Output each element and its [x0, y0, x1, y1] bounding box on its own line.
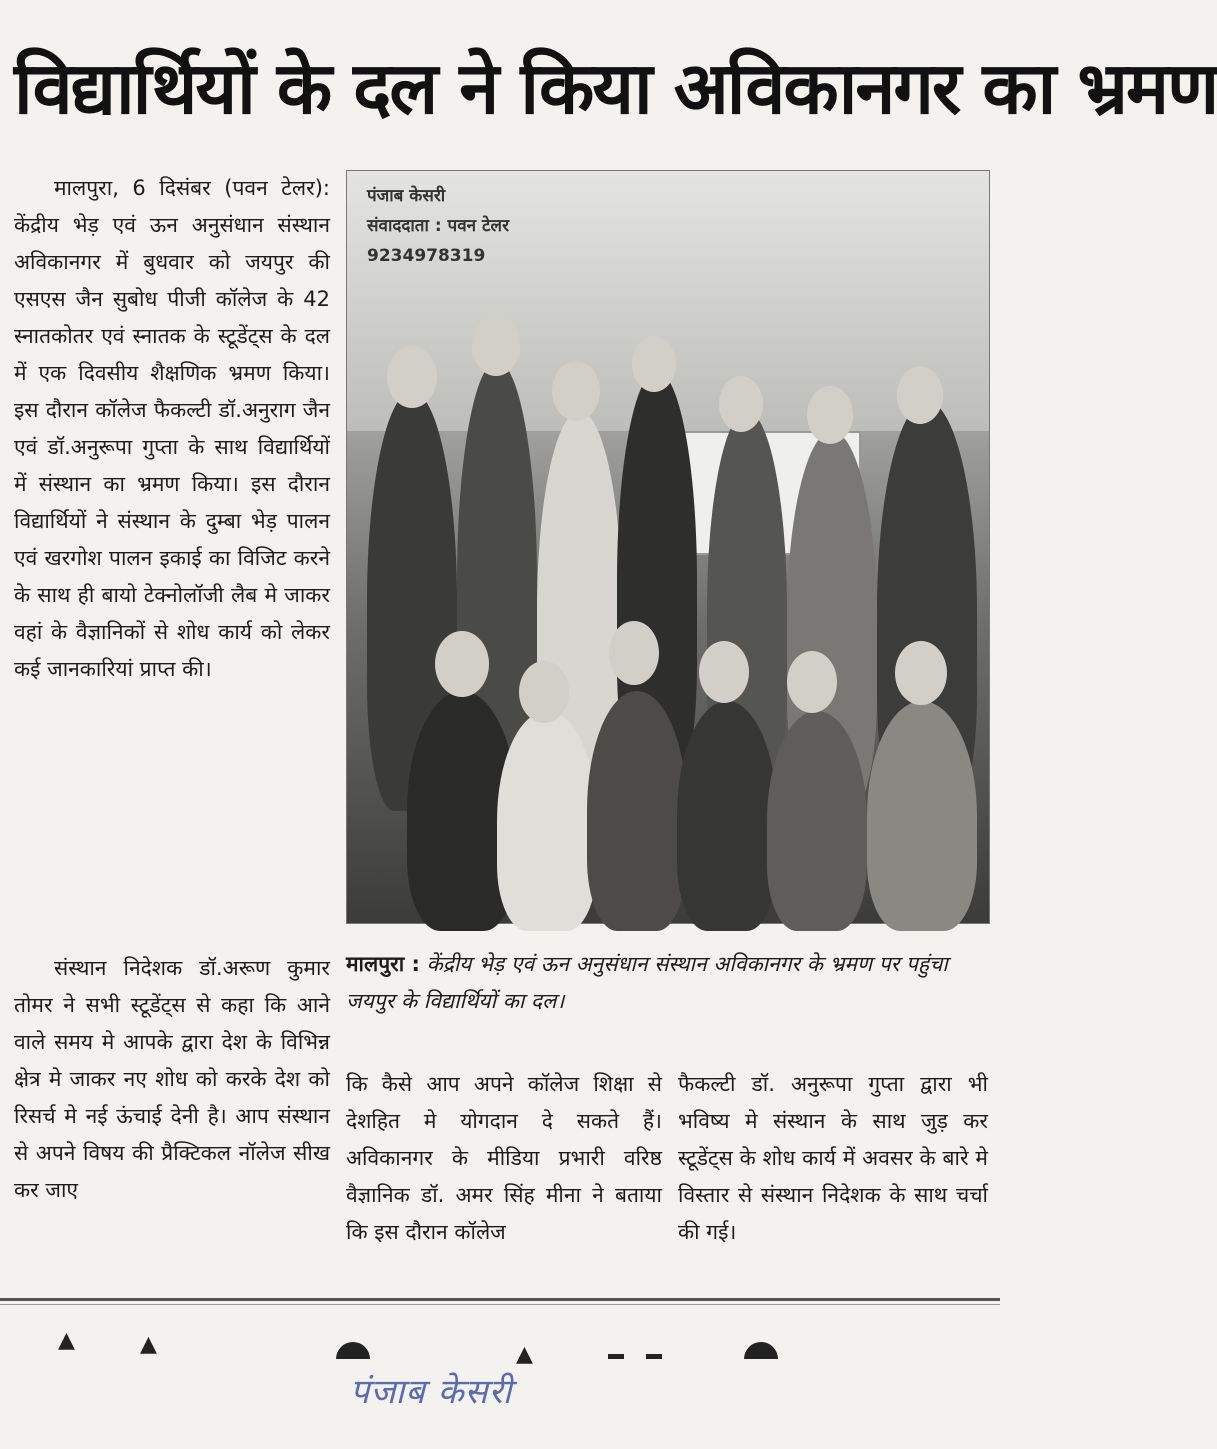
photo-face	[632, 336, 676, 392]
triangle-mark-icon: ▲	[58, 1328, 75, 1353]
headline: विद्यार्थियों के दल ने किया अविकानगर का भ्रमण	[14, 46, 1217, 130]
article-column-left-top	[14, 170, 330, 688]
article-paragraph-3: कि कैसे आप अपने कॉलेज शिक्षा से देशहित मे योगदान दे सकते हैं। अविकानगर के मीडिया प्रभारी वरिष्ठ वैज्ञानिक डॉ. अमर सिंह मीना ने बताया कि इस दौरान कॉलेज	[346, 1072, 662, 1244]
photo-face	[895, 641, 947, 705]
photo-face	[472, 316, 520, 376]
page-divider	[0, 1298, 1000, 1301]
half-circle-mark-icon	[744, 1342, 778, 1359]
photo-face	[387, 346, 437, 408]
photo-credit-phone: 9234978319	[367, 246, 486, 266]
photo-face	[807, 386, 853, 444]
dateline: मालपुरा, 6 दिसंबर (पवन टेलर):	[54, 176, 330, 200]
photo-face	[609, 621, 659, 685]
article-paragraph-4: फैकल्टी डॉ. अनुरूपा गुप्ता द्वारा भी भविष्य मे संस्थान के साथ जुड़ कर स्टूडेंट्स के शोध कार्य में अवसर के बारे मे विस्तार से संस्थान निदेशक के साथ चर्चा की गई।	[678, 1072, 988, 1244]
photo-face	[699, 641, 749, 703]
photo-face	[519, 661, 569, 723]
article-column-middle	[346, 1066, 662, 1251]
article-paragraph-1-text: केंद्रीय भेड़ एवं ऊन अनुसंधान संस्थान अविकानगर में बुधवार को जयपुर की एसएस जैन सुबोध पीजी कॉलेज के 42 स्नातकोतर एवं स्नातक के स्टूडेंट्स के दल में एक दिवसीय शैक्षणिक भ्रमण किया। इस दौरान कॉलेज फैकल्टी डॉ.अनुराग जैन एवं डॉ.अनुरूपा गुप्ता के साथ विद्यार्थियों में संस्थान का भ्रमण किया। इस दौरान विद्यार्थियों ने संस्थान के दुम्बा भेड़ पालन एवं खरगोश पालन इकाई का विजिट करने के साथ ही बायो टेक्नोलॉजी लैब मे जाकर वहां के वैज्ञानिकों से शोध कार्य को लेकर कई जानकारियां प्राप्त की।	[14, 213, 330, 681]
photo-face	[897, 366, 943, 424]
caption-text: केंद्रीय भेड़ एवं ऊन अनुसंधान संस्थान अविकानगर के भ्रमण पर पहुंचा जयपुर के विद्यार्थियों का दल।	[346, 952, 948, 1013]
dash-mark-icon	[646, 1354, 662, 1359]
triangle-mark-icon: ▲	[516, 1342, 533, 1367]
dash-mark-icon	[608, 1354, 624, 1359]
handwritten-note: पंजाब केसरी	[350, 1372, 513, 1412]
caption-place: मालपुरा :	[346, 952, 420, 976]
photo-person	[587, 691, 687, 931]
photo-face	[435, 631, 489, 697]
photo-face	[552, 361, 600, 421]
news-photo	[346, 170, 990, 924]
article-paragraph-1	[14, 170, 330, 688]
photo-person	[677, 701, 777, 931]
page-divider-thin	[0, 1304, 1000, 1305]
photo-face	[787, 651, 837, 713]
photo-person	[497, 711, 597, 931]
photo-credit-reporter: संवाददाता : पवन टेलर	[367, 216, 510, 236]
photo-face	[719, 376, 763, 432]
article-column-right	[678, 1066, 988, 1251]
article-column-left-bottom	[14, 950, 330, 1209]
article-paragraph-2: संस्थान निदेशक डॉ.अरूण कुमार तोमर ने सभी स्टूडेंट्स से कहा कि आने वाले समय मे आपके द्वारा देश के विभिन्न क्षेत्र मे जाकर नए शोध को करके देश को रिसर्च मे नई ऊंचाई देनी है। आप संस्थान से अपने विषय की प्रैक्टिकल नॉलेज सीख कर जाए	[14, 956, 330, 1202]
half-circle-mark-icon	[336, 1342, 370, 1359]
triangle-mark-icon: ▲	[140, 1332, 157, 1357]
photo-credit-paper: पंजाब केसरी	[367, 186, 446, 206]
photo-person	[767, 711, 867, 931]
photo-credit	[367, 181, 509, 271]
photo-person	[867, 701, 977, 931]
photo-caption	[346, 946, 986, 1020]
